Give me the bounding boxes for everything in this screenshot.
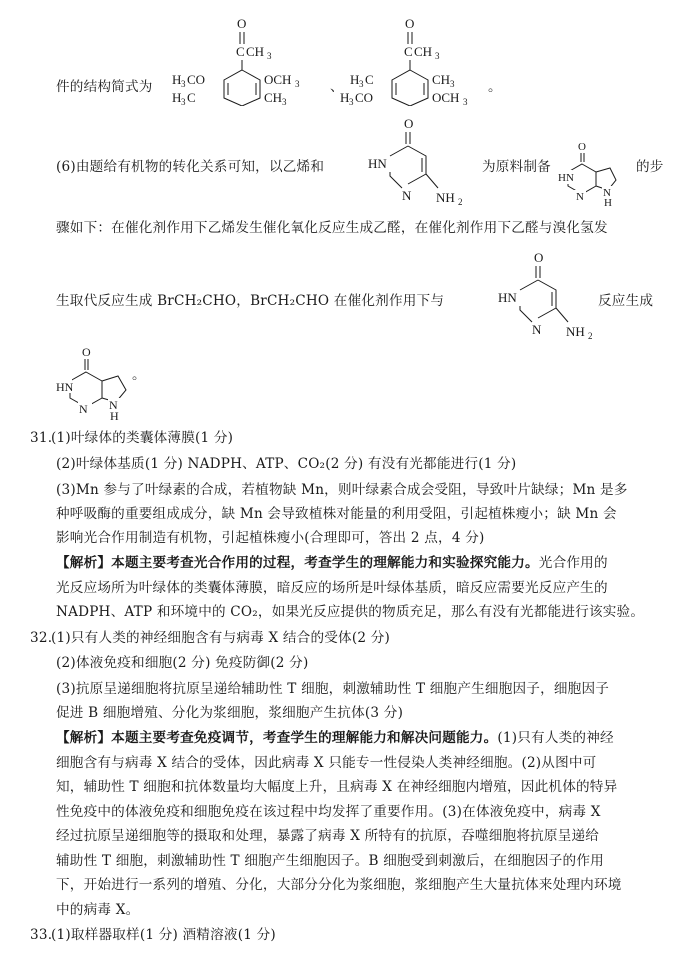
- q32-analysis-line2: 细胞含有与病毒 X 结合的受体，因此病毒 X 只能专一性侵染人类神经细胞。(2)从图中可: [56, 755, 597, 771]
- q31-number: 31.: [30, 430, 53, 446]
- svg-text:NH: NH: [566, 324, 585, 339]
- q32-answer-3-line2: 促进 B 细胞增殖、分化为浆细胞，浆细胞产生抗体(3 分): [56, 705, 404, 721]
- svg-text:CH: CH: [246, 44, 265, 59]
- text-substitution: 生取代反应生成 BrCH₂CHO，BrCH₂CHO 在催化剂作用下与: [56, 293, 445, 309]
- svg-text:CH: CH: [264, 90, 283, 105]
- svg-text:2: 2: [588, 331, 593, 341]
- text-steps: 的步: [636, 159, 664, 175]
- q33-answer-1: (1)取样器取样(1 分) 酒精溶液(1 分): [51, 927, 276, 943]
- svg-text:C: C: [187, 90, 196, 105]
- svg-text:H: H: [604, 197, 612, 209]
- svg-text:3: 3: [435, 51, 440, 61]
- svg-text:N: N: [532, 322, 542, 337]
- svg-text:OCH: OCH: [264, 72, 292, 87]
- svg-text:C: C: [365, 72, 374, 87]
- q32-analysis-line8: 中的病毒 X。: [56, 902, 140, 918]
- svg-text:3: 3: [450, 79, 455, 89]
- svg-text:3: 3: [267, 51, 272, 61]
- structure-pyrrolopyrimidinone-small: [558, 134, 636, 210]
- svg-text:O: O: [405, 16, 415, 31]
- text-separator: 、: [330, 79, 344, 95]
- q32-analysis-line1: [56, 729, 614, 747]
- svg-text:NH: NH: [436, 190, 455, 205]
- q31-analysis-text: 光合作用的: [538, 555, 608, 571]
- q31-answer-3-line2: 种呼吸酶的重要组成成分，缺 Mn 会导致植株对能量的利用受阻，引起植株瘦小；缺 Mn 会: [56, 506, 617, 522]
- q32-analysis-line6: 辅助性 T 细胞，刺激辅助性 T 细胞产生细胞因子。B 细胞受到刺激后，在细胞因子的作用: [56, 853, 604, 869]
- svg-text:3: 3: [282, 97, 287, 106]
- svg-text:H: H: [172, 72, 182, 87]
- svg-text:CH: CH: [414, 44, 433, 59]
- q33-number: 33.: [30, 927, 53, 943]
- q31-analysis-line1: [56, 554, 608, 572]
- svg-text:HN: HN: [558, 172, 574, 184]
- svg-text:3: 3: [359, 79, 364, 89]
- svg-text:N: N: [402, 188, 412, 203]
- svg-text:3: 3: [181, 97, 186, 106]
- q32-analysis-line5: 经过抗原呈递细胞等的摄取和处理，暴露了病毒 X 所特有的抗原，吞噬细胞将抗原呈递给: [56, 828, 600, 844]
- structure-aminopyrimidinone-2: [494, 244, 604, 344]
- text-q6-intro: (6)由题给有机物的转化关系可知，以乙烯和: [56, 159, 325, 175]
- structure-aminopyrimidinone: [364, 110, 474, 220]
- q32-analysis-line4: 性免疫中的体液免疫和细胞免疫在该过程中均发挥了重要作用。(3)在体液免疫中，病毒 X: [56, 804, 601, 820]
- structure-trimethoxy-1: [168, 6, 333, 106]
- svg-text:O: O: [578, 141, 586, 153]
- svg-text:2: 2: [458, 197, 463, 207]
- text-period: 。: [488, 79, 502, 95]
- q31-analysis-tag: 【解析】本题主要考查光合作用的过程，考查学生的理解能力和实验探究能力。: [56, 555, 539, 571]
- q31-analysis-line2: 光反应场所为叶绿体的类囊体薄膜，暗反应的场所是叶绿体基质，暗反应需要光反应产生的: [56, 580, 608, 596]
- text-product-period: 。: [132, 367, 146, 383]
- text-structure-prefix: 件的结构简式为: [56, 79, 153, 95]
- q32-answer-1: (1)只有人类的神经细胞含有与病毒 X 结合的受体(2 分): [51, 630, 391, 646]
- q31-answer-1: (1)叶绿体的类囊体薄膜(1 分): [51, 430, 234, 446]
- svg-text:N: N: [603, 187, 611, 199]
- q31-answer-3-line1: (3)Mn 参与了叶绿素的合成，若植物缺 Mn，则叶绿素合成会受阻，导致叶片缺绿；Mn 是多: [56, 482, 628, 498]
- svg-text:HN: HN: [56, 380, 74, 394]
- q32-number: 32.: [30, 630, 53, 646]
- text-steps-line: 骤如下：在催化剂作用下乙烯发生催化氧化反应生成乙醛，在催化剂作用下乙醛与溴化氢发: [56, 220, 608, 236]
- svg-text:O: O: [404, 116, 414, 131]
- q32-answer-2: (2)体液免疫和细胞(2 分) 免疫防御(2 分): [56, 655, 309, 671]
- q31-analysis-line3: NADPH、ATP 和环境中的 CO₂，如果光反应提供的物质充足，那么有没有光都能进行该实验。: [56, 604, 645, 620]
- q32-analysis-line7: 下，开始进行一系列的增殖、分化，大部分分化为浆细胞，浆细胞产生大量抗体来处理内环境: [56, 877, 622, 893]
- svg-text:H: H: [172, 90, 182, 105]
- structure-trimethoxy-2: [336, 6, 491, 106]
- svg-text:H: H: [340, 90, 350, 105]
- svg-text:CH: CH: [432, 72, 451, 87]
- q32-analysis-text: (1)只有人类的神经: [497, 730, 614, 746]
- text-react-form: 反应生成: [598, 293, 654, 309]
- svg-text:O: O: [237, 16, 247, 31]
- text-raw-material: 为原料制备: [482, 159, 551, 175]
- svg-text:3: 3: [181, 79, 186, 89]
- q32-answer-3-line1: (3)抗原呈递细胞将抗原呈递给辅助性 T 细胞，刺激辅助性 T 细胞产生细胞因子，细胞因子: [56, 681, 610, 697]
- svg-text:3: 3: [349, 97, 354, 106]
- svg-text:O: O: [82, 345, 91, 359]
- svg-text:3: 3: [463, 97, 468, 106]
- svg-text:HN: HN: [368, 156, 387, 171]
- svg-text:N: N: [576, 191, 584, 203]
- svg-text:CO: CO: [355, 90, 374, 105]
- svg-text:H: H: [110, 409, 119, 423]
- svg-text:HN: HN: [498, 290, 517, 305]
- q32-analysis-line3: 知，辅助性 T 细胞和抗体数量均大幅度上升，且病毒 X 在神经细胞内增殖，因此机体的特异: [56, 779, 618, 795]
- svg-text:3: 3: [295, 79, 300, 89]
- q32-analysis-tag: 【解析】本题主要考查免疫调节，考查学生的理解能力和解决问题能力。: [56, 730, 498, 746]
- svg-text:CO: CO: [187, 72, 206, 87]
- svg-text:O: O: [534, 250, 544, 265]
- svg-text:N: N: [109, 398, 118, 412]
- q31-answer-2: (2)叶绿体基质(1 分) NADPH、ATP、CO₂(2 分) 有没有光都能进行(1 分): [56, 456, 517, 472]
- svg-text:C: C: [236, 44, 245, 59]
- svg-text:N: N: [79, 402, 88, 416]
- svg-text:C: C: [404, 44, 413, 59]
- svg-text:H: H: [350, 72, 360, 87]
- q31-answer-3-line3: 影响光合作用制造有机物，引起植株瘦小(合理即可，答出 2 点，4 分): [56, 530, 485, 546]
- svg-text:OCH: OCH: [432, 90, 460, 105]
